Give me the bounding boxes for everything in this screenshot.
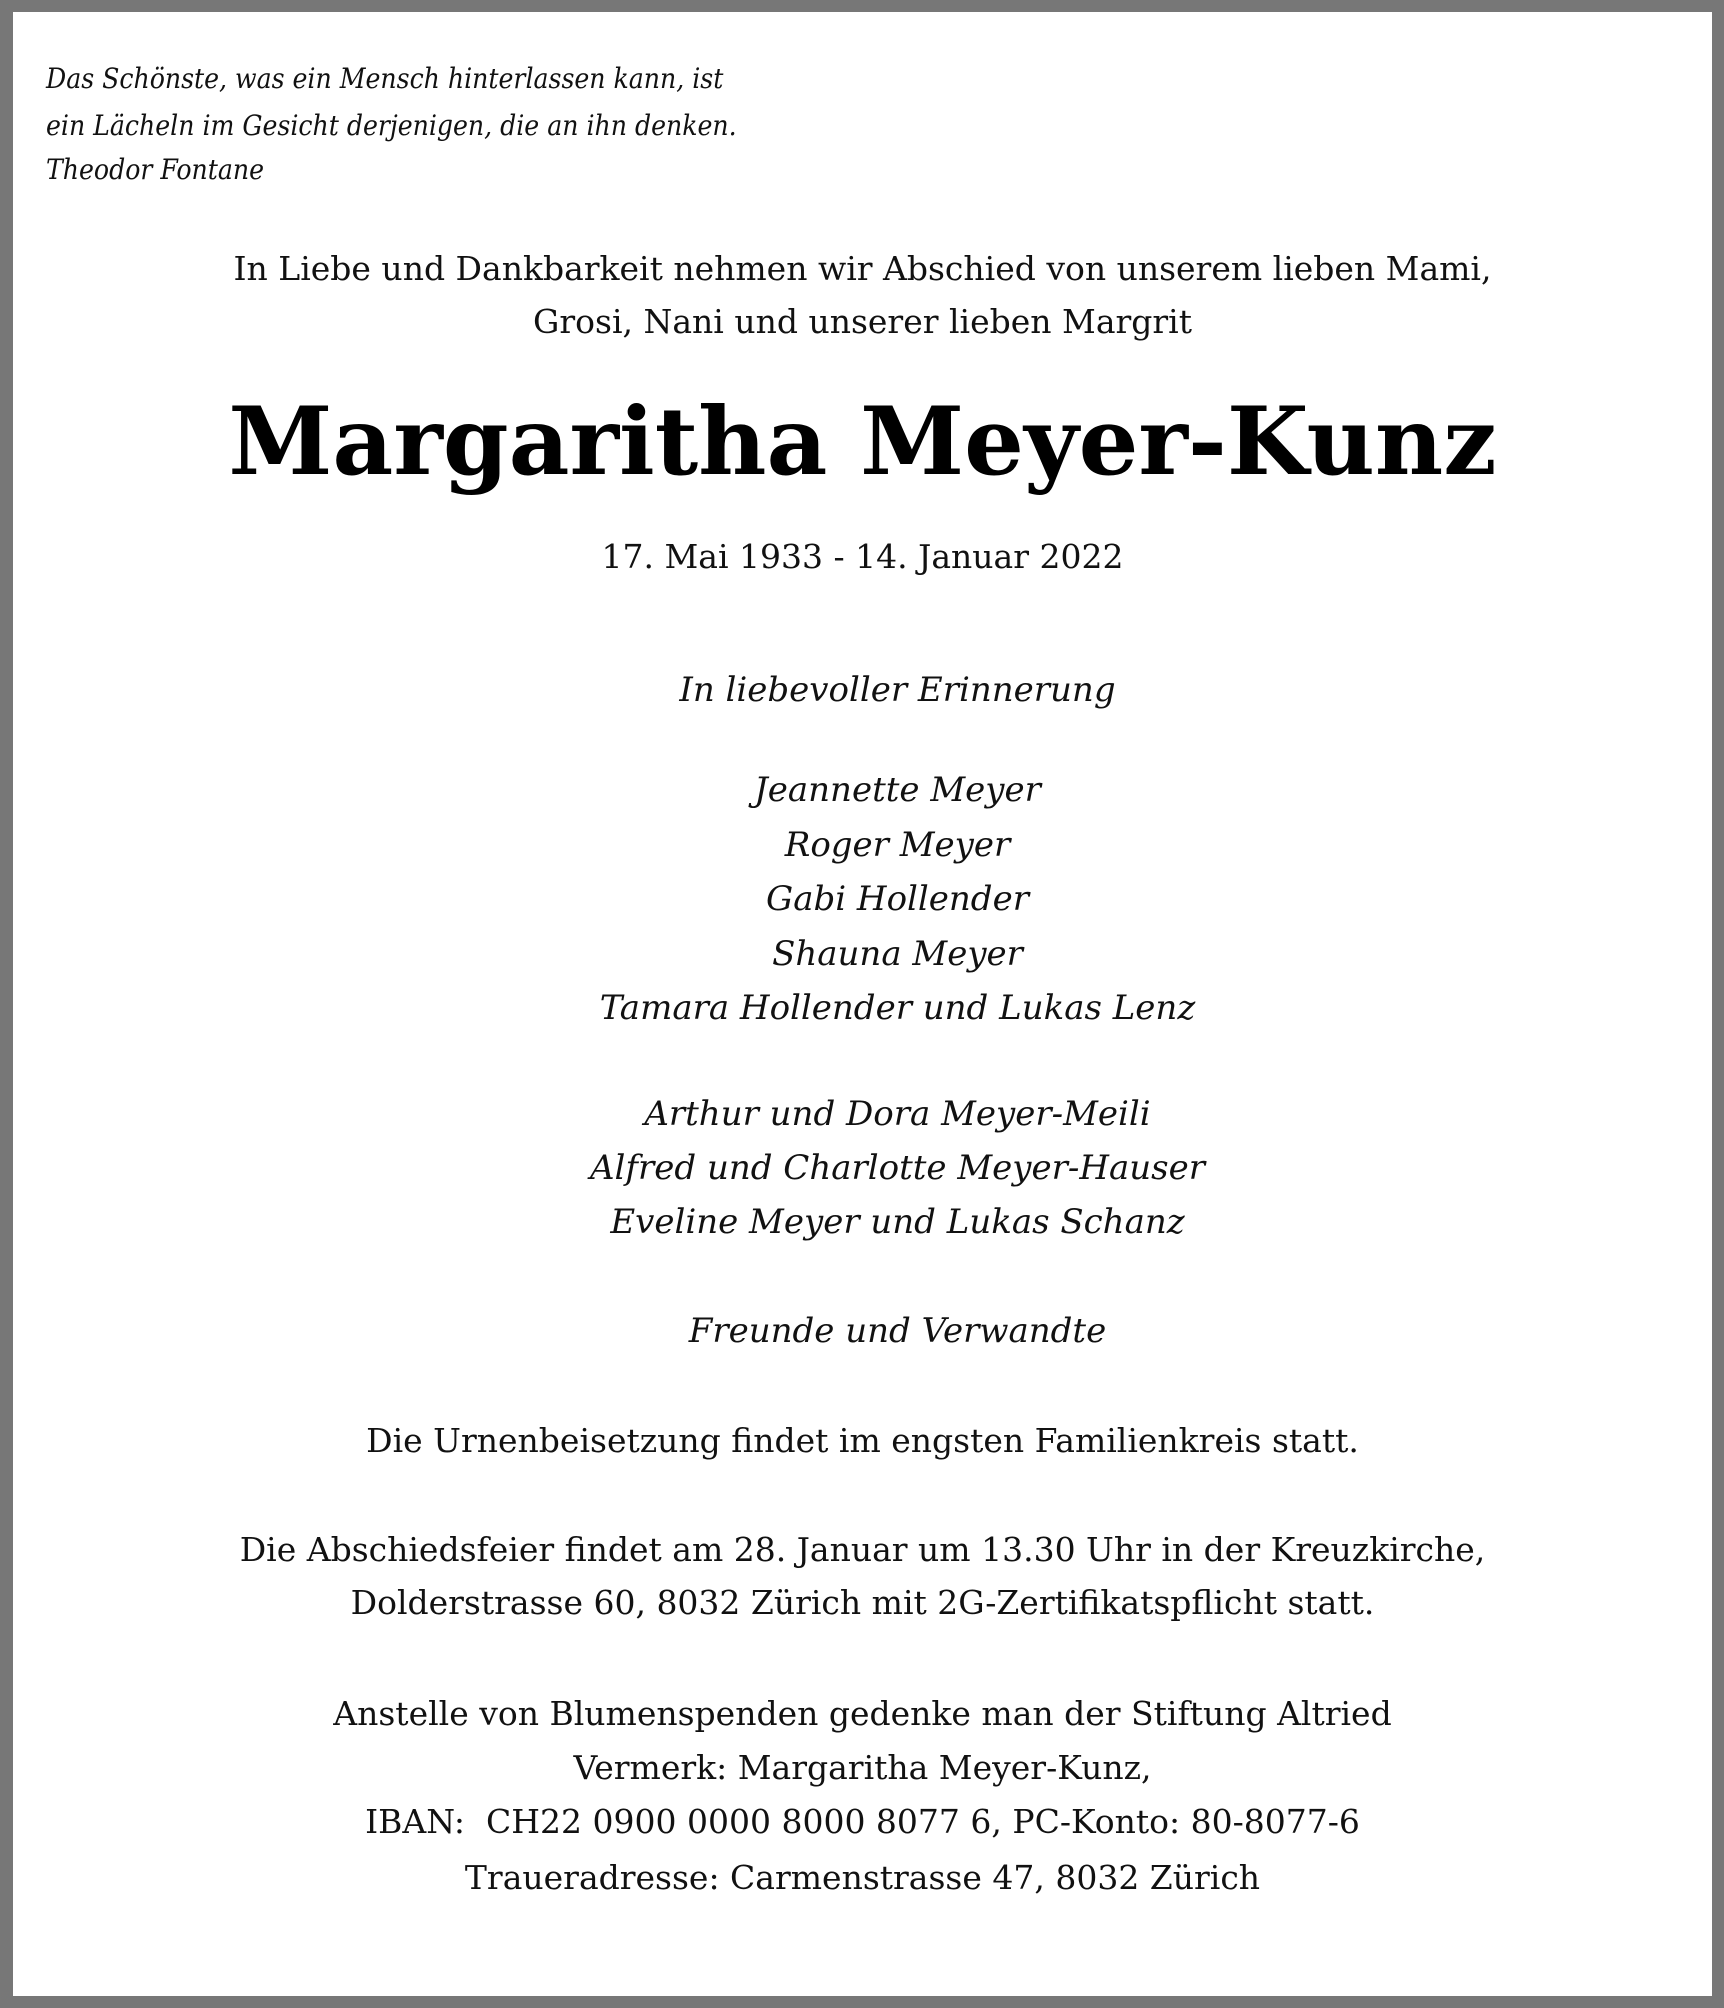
mourner: Tamara Hollender und Lukas Lenz: [599, 988, 1196, 1028]
quote-line: Das Schönste, was ein Mensch hinterlassen kann, ist: [46, 62, 724, 95]
mourner: Alfred und Charlotte Meyer-Hauser: [589, 1148, 1205, 1188]
mourner: Jeannette Meyer: [754, 770, 1041, 810]
mourner: Eveline Meyer und Lukas Schanz: [610, 1202, 1185, 1242]
donation-line: Vermerk: Margaritha Meyer-Kunz,: [573, 1748, 1152, 1787]
mourning-address: Traueradresse: Carmenstrasse 47, 8032 Zürich: [464, 1858, 1261, 1897]
quote-line: ein Lächeln im Gesicht derjenigen, die an ihn denken.: [46, 109, 737, 142]
life-dates: 17. Mai 1933 - 14. Januar 2022: [601, 537, 1124, 576]
intro-line: In Liebe und Dankbarkeit nehmen wir Abschied von unserem lieben Mami,: [233, 249, 1492, 288]
mourner: Roger Meyer: [784, 825, 1011, 865]
donation-iban: IBAN: CH22 0900 0000 8000 8077 6, PC-Konto: 80-8077-6: [365, 1802, 1360, 1841]
mourner: Arthur und Dora Meyer-Meili: [644, 1094, 1151, 1134]
ceremony-line: Dolderstrasse 60, 8032 Zürich mit 2G-Zertifikatspflicht statt.: [350, 1583, 1375, 1622]
quote-author: Theodor Fontane: [46, 153, 265, 186]
obituary-page: [13, 12, 1712, 1996]
memory-heading: In liebevoller Erinnerung: [679, 670, 1116, 710]
mourner: Gabi Hollender: [766, 879, 1029, 919]
deceased-name: Margaritha Meyer-Kunz: [228, 387, 1497, 497]
donation-line: Anstelle von Blumenspenden gedenke man der Stiftung Altried: [333, 1694, 1392, 1733]
mourner-group: Freunde und Verwandte: [688, 1311, 1107, 1351]
ceremony-line: Die Abschiedsfeier findet am 28. Januar um 13.30 Uhr in der Kreuzkirche,: [239, 1530, 1486, 1569]
burial-notice: Die Urnenbeisetzung findet im engsten Familienkreis statt.: [366, 1421, 1359, 1460]
intro-line: Grosi, Nani und unserer lieben Margrit: [533, 302, 1192, 341]
mourner: Shauna Meyer: [772, 934, 1023, 974]
